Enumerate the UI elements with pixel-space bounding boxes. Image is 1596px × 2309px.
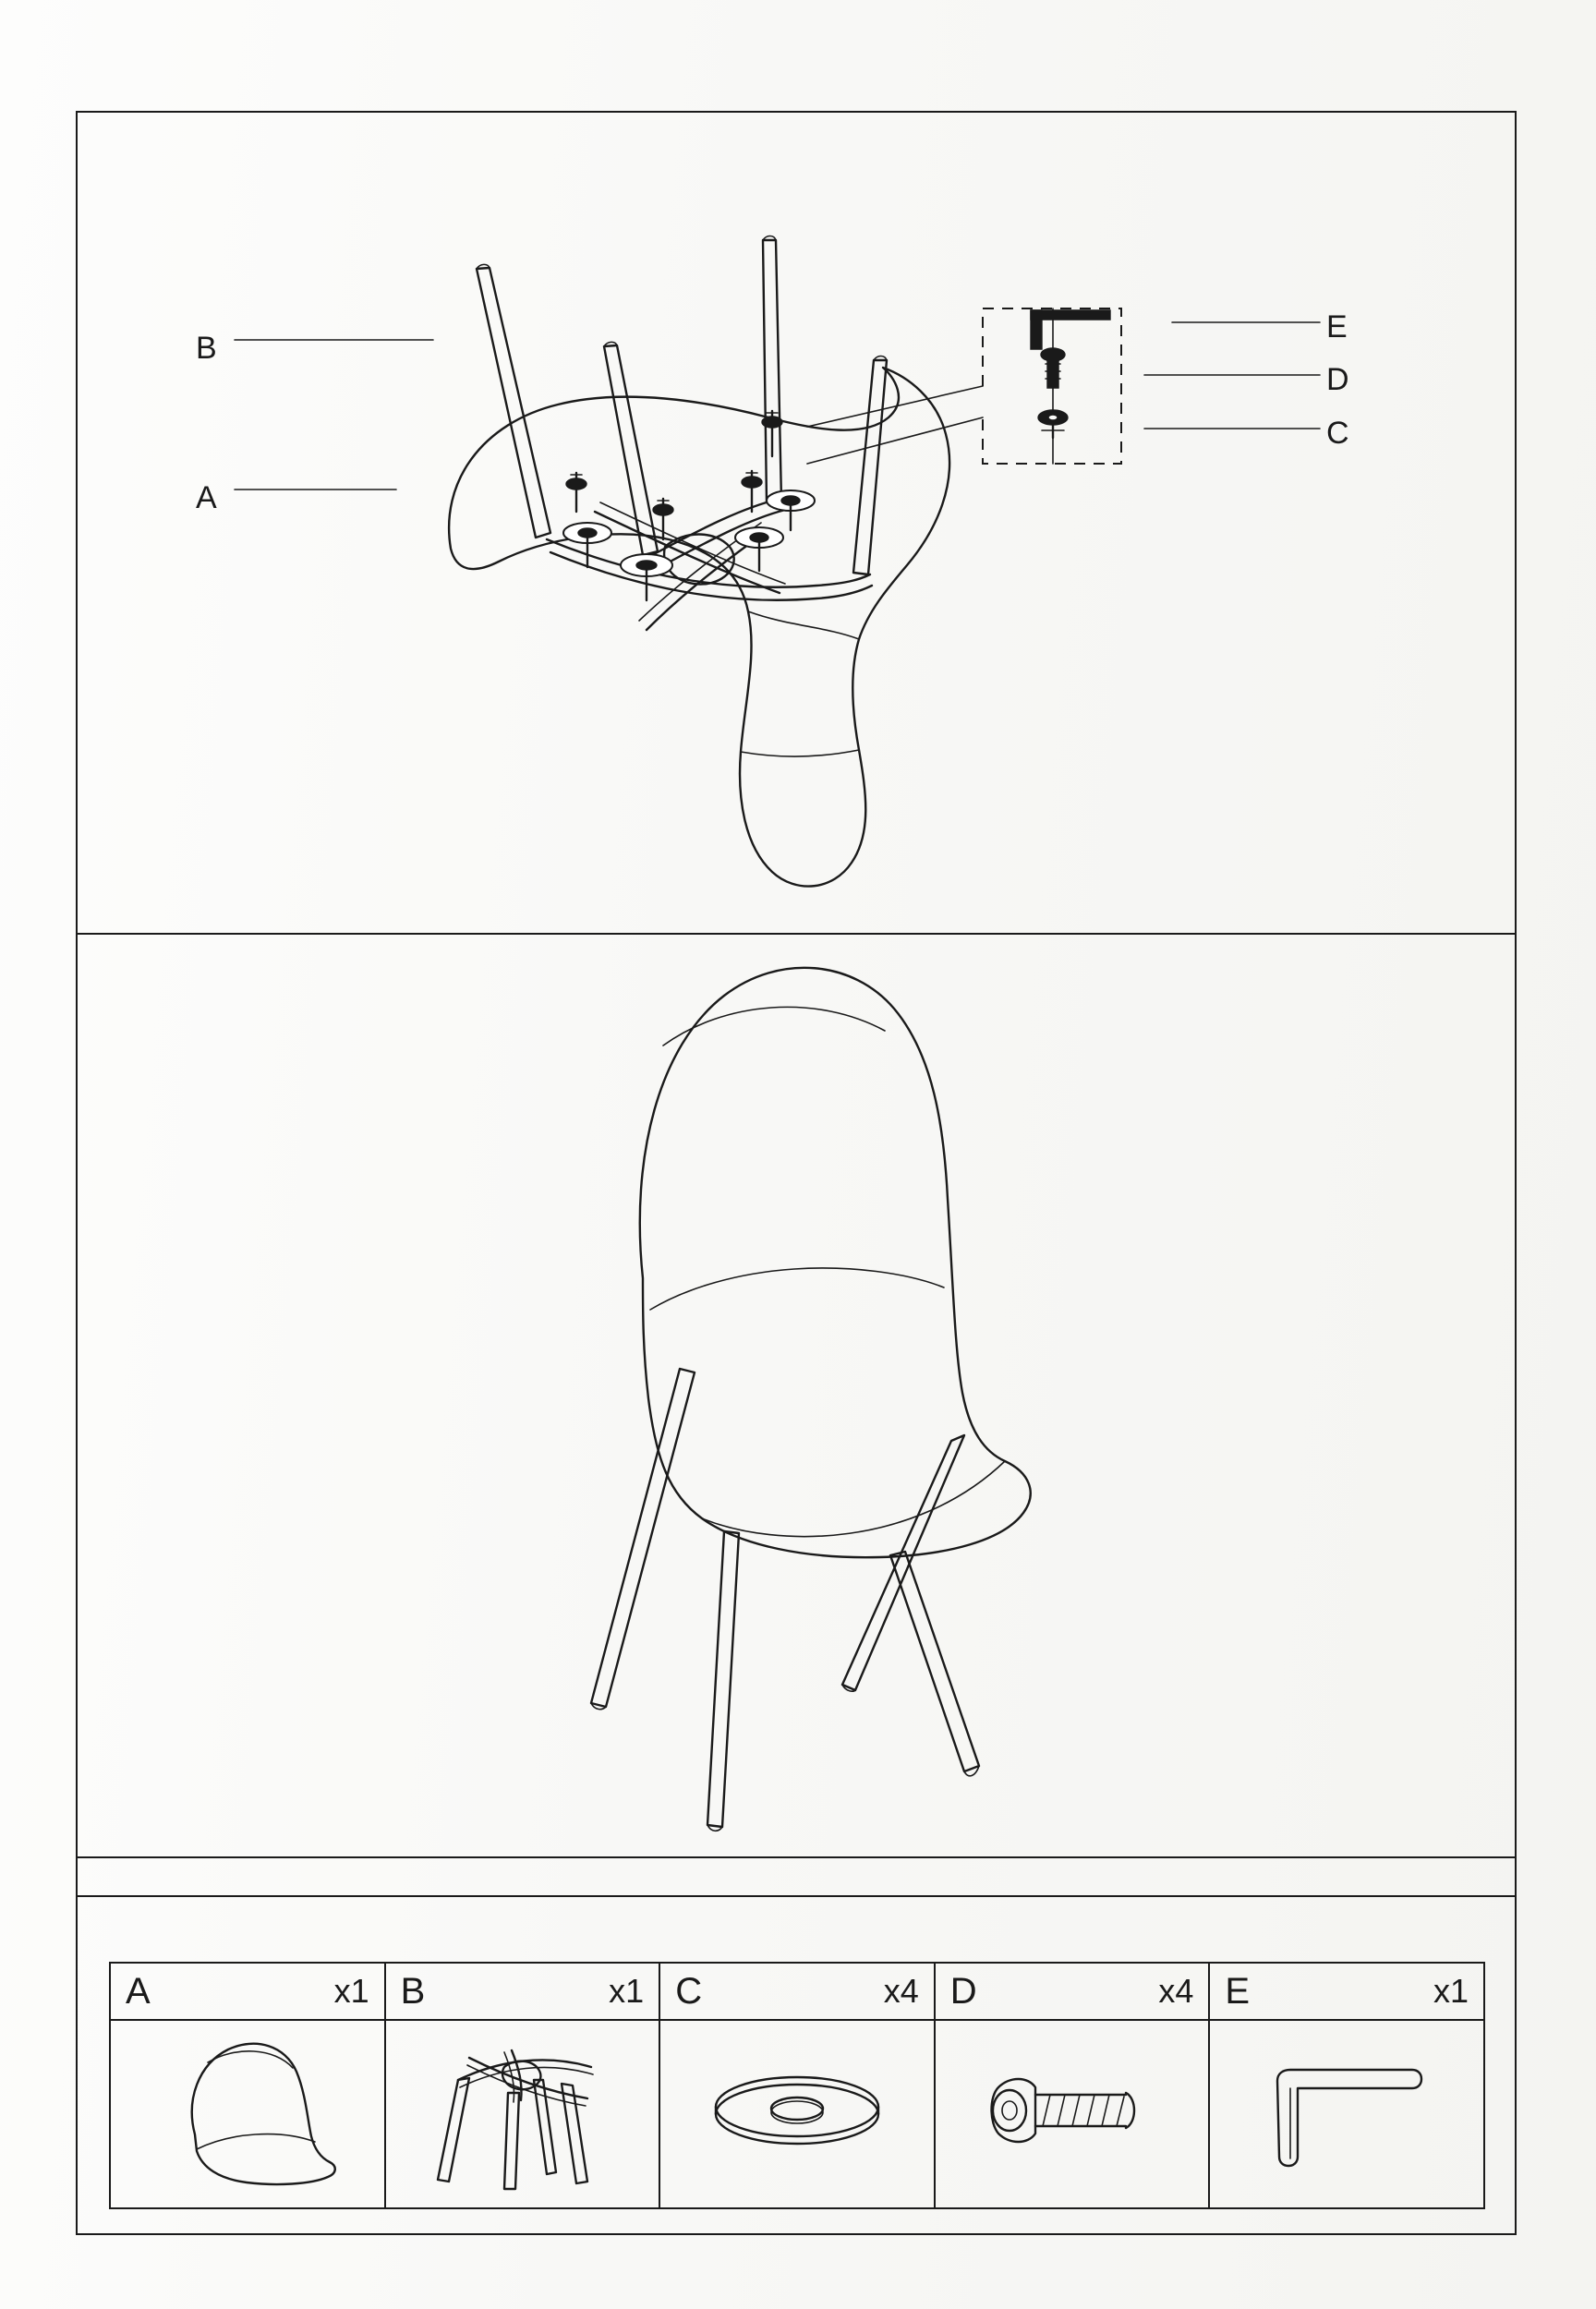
- parts-table: [109, 1962, 1485, 2209]
- callout-label-A: A: [196, 480, 217, 515]
- part-qty-B: x1: [609, 1972, 645, 2010]
- part-art-E: [1210, 2021, 1483, 2207]
- washer-icon: [691, 2059, 903, 2170]
- step-2-panel: [78, 935, 1515, 1858]
- chair-shell: [640, 968, 1031, 1557]
- chair-legs: [591, 1369, 979, 1831]
- callout-label-D: D: [1326, 362, 1349, 397]
- part-cell-E: [1210, 1964, 1483, 2207]
- part-letter-E: E: [1225, 1971, 1251, 2012]
- part-cell-D: [936, 1964, 1211, 2207]
- step-1-panel: [78, 113, 1515, 935]
- leg-frame-part-B: [477, 236, 887, 631]
- part-header-D: [936, 1964, 1209, 2021]
- part-cell-A: [111, 1964, 386, 2207]
- callout-label-C: C: [1326, 416, 1349, 451]
- part-cell-B: [386, 1964, 661, 2207]
- part-qty-E: x1: [1433, 1972, 1469, 2010]
- leg-frame-icon: [416, 2026, 628, 2202]
- part-letter-B: B: [400, 1971, 426, 2012]
- bolt-icon: [1041, 348, 1065, 388]
- hardware-detail-box: [807, 308, 1121, 464]
- part-art-D: [936, 2021, 1209, 2207]
- part-qty-A: x1: [333, 1972, 369, 2010]
- callout-label-B: B: [196, 331, 217, 366]
- exploded-assembly-drawing: [78, 113, 1515, 931]
- part-art-B: [386, 2021, 659, 2207]
- allen-key-icon: [1031, 310, 1110, 349]
- hardware-detail-items: [1031, 310, 1110, 438]
- parts-list-panel: [78, 1897, 1515, 2237]
- part-header-E: [1210, 1964, 1483, 2021]
- part-art-C: [660, 2021, 934, 2207]
- panel-separator: [78, 1858, 1515, 1897]
- instruction-frame: [76, 111, 1517, 2235]
- callout-label-E: E: [1326, 309, 1348, 345]
- part-letter-C: C: [675, 1971, 703, 2012]
- seat-shell-icon: [141, 2031, 354, 2197]
- bolt-icon: [961, 2054, 1183, 2174]
- part-letter-A: A: [126, 1971, 151, 2012]
- finished-chair-drawing: [78, 935, 1515, 1855]
- part-header-C: [660, 1964, 934, 2021]
- allen-key-icon: [1240, 2049, 1453, 2179]
- part-art-A: [111, 2021, 384, 2207]
- part-qty-C: x4: [883, 1972, 919, 2010]
- washer-icon: [1038, 410, 1068, 438]
- part-cell-C: [660, 1964, 936, 2207]
- part-qty-D: x4: [1158, 1972, 1194, 2010]
- part-header-B: [386, 1964, 659, 2021]
- part-letter-D: D: [949, 1971, 977, 2012]
- part-header-A: [111, 1964, 384, 2021]
